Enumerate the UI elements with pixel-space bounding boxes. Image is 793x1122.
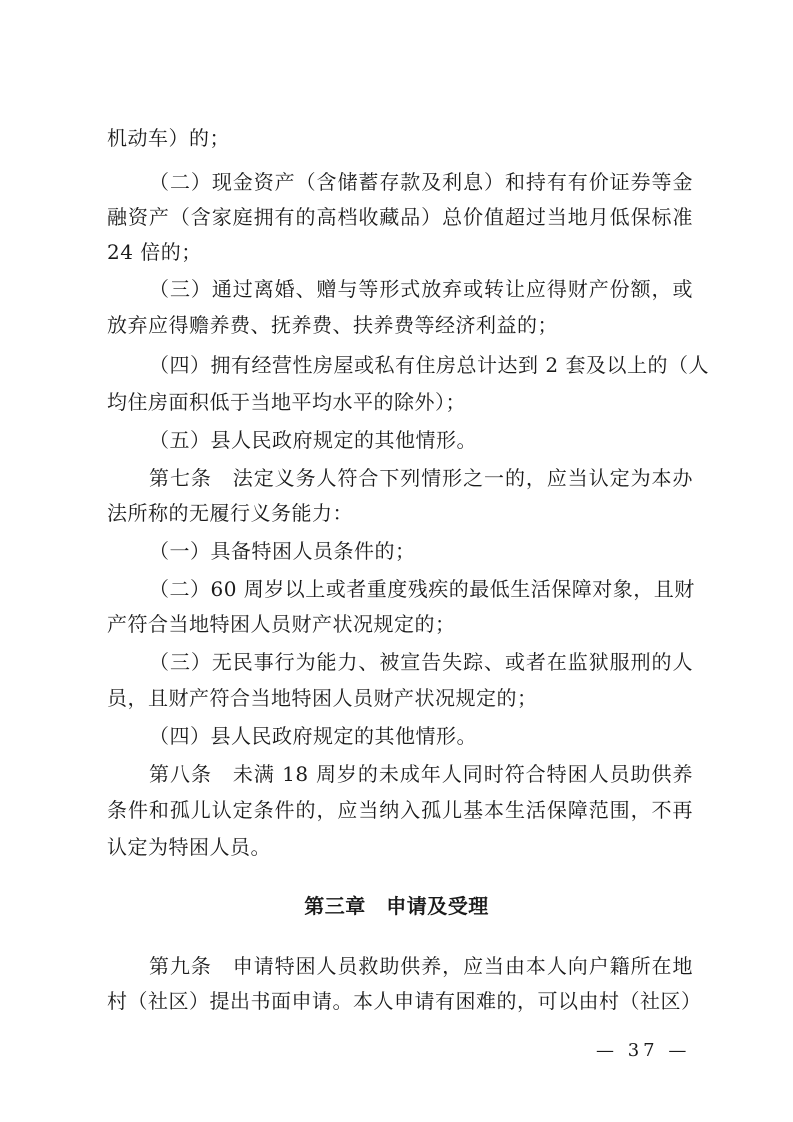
text-line: 认定为特困人员。	[107, 835, 271, 859]
text-line: 员，且财产符合当地特困人员财产状况规定的；	[107, 686, 538, 710]
text-line: 村（社区）提出书面申请。本人申请有困难的，可以由村（社区）	[107, 989, 702, 1013]
text-line: 条件和孤儿认定条件的，应当纳入孤儿基本生活保障范围，不再	[107, 798, 693, 822]
text-line: 融资产（含家庭拥有的高档收藏品）总价值超过当地月低保标准	[107, 205, 693, 229]
text-line: （三）无民事行为能力、被宣告失踪、或者在监狱服刑的人	[149, 650, 693, 674]
text-line: 均住房面积低于当地平均水平的除外）；	[107, 390, 466, 414]
article-7-heading-line: 第七条 法定义务人符合下列情形之一的，应当认定为本办	[149, 466, 693, 490]
text-line: （三）通过离婚、赠与等形式放弃或转让应得财产份额，或	[149, 277, 693, 301]
article-9-heading-line: 第九条 申请特困人员救助供养，应当由本人向户籍所在地	[149, 954, 693, 978]
chapter-heading: 第三章 申请及受理	[304, 894, 489, 918]
text-line: 法所称的无履行义务能力：	[107, 501, 353, 525]
article-8-heading-line: 第八条 未满 18 周岁的未成年人同时符合特困人员助供养	[149, 762, 693, 786]
text-line: （五）县人民政府规定的其他情形。	[149, 428, 477, 452]
text-line: 放弃应得赡养费、抚养费、扶养费等经济利益的；	[107, 313, 558, 337]
text-line: 24 倍的；	[107, 240, 202, 264]
text-line: 产符合当地特困人员财产状况规定的；	[107, 612, 456, 636]
page-number: — 37 —	[596, 1040, 691, 1061]
text-line: （四）拥有经营性房屋或私有住房总计达到 2 套及以上的（人	[149, 353, 709, 377]
text-line: （二）60 周岁以上或者重度残疾的最低生活保障对象，且财	[149, 577, 695, 601]
text-line: （一）具备特困人员条件的；	[149, 539, 416, 563]
text-line: （四）县人民政府规定的其他情形。	[149, 724, 477, 748]
text-line: 机动车）的；	[107, 126, 230, 150]
text-line: （二）现金资产（含储蓄存款及利息）和持有有价证券等金	[149, 170, 693, 194]
